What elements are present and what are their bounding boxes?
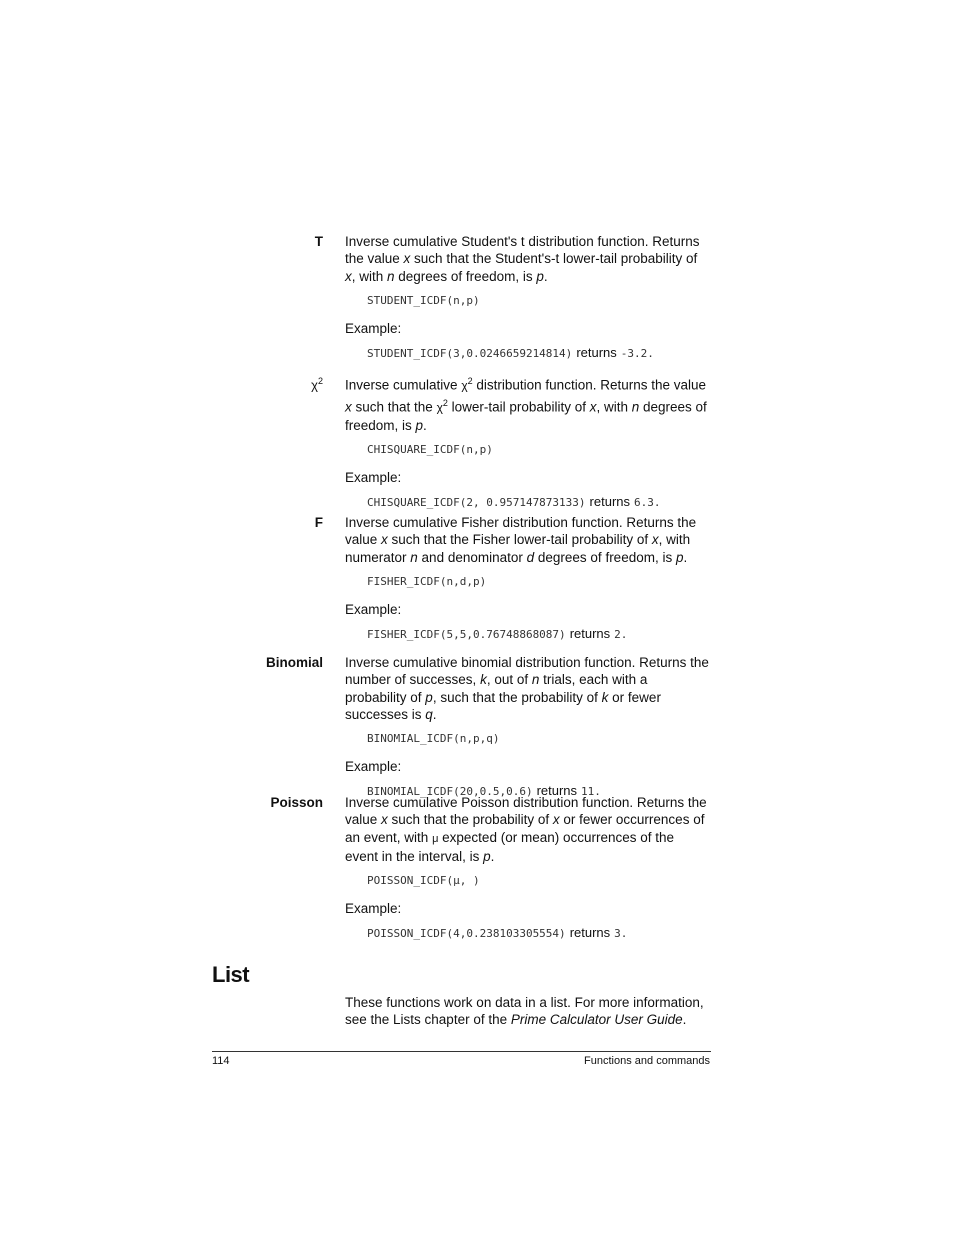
section-intro: These functions work on data in a list. For more information, see the Lists chapter of the Prime Calculator User Guide. xyxy=(345,995,704,1028)
example-line: BINOMIAL_ICDF(20,0.5,0.6) returns 11. xyxy=(367,783,601,799)
term-label: T xyxy=(314,234,323,249)
example-label: Example: xyxy=(345,759,402,775)
entry-description: Inverse cumulative binomial distribution function. Returns the number of successes, k, out of n trials, each with a probability of p, such that the probability of k or fewer successes is q. xyxy=(345,655,709,722)
footer-rule xyxy=(212,1051,711,1052)
chapter-title: Functions and commands xyxy=(584,1055,710,1067)
term-label: $\chi^2$ xyxy=(311,376,323,393)
example-label: Example: xyxy=(345,469,402,485)
entry-binomial-icdf xyxy=(200,654,720,799)
section-heading: List xyxy=(212,962,250,987)
example-label: Example: xyxy=(345,901,402,917)
entry-poisson-icdf xyxy=(200,794,720,941)
entry-description: Inverse cumulative Fisher distribution function. Returns the value x such that the Fisher lower-tail probability of x, with numerator n and denominator d degrees of freedom, is p. xyxy=(345,515,697,565)
entry-chisquare-icdf xyxy=(200,373,720,510)
syntax-line: POISSON_ICDF(μ, ) xyxy=(367,874,480,888)
entry-fisher-icdf xyxy=(200,514,720,642)
page-number: 114 xyxy=(212,1055,230,1067)
example-line: POISSON_ICDF(4,0.238103305554) returns 3. xyxy=(367,925,628,941)
syntax-line: BINOMIAL_ICDF(n,p,q) xyxy=(367,732,500,746)
syntax-line: FISHER_ICDF(n,d,p) xyxy=(367,574,487,588)
term-label: Poisson xyxy=(270,795,323,810)
entry-student-icdf xyxy=(200,233,720,361)
example-label: Example: xyxy=(345,320,402,336)
entry-description: Inverse cumulative $\chi^2$ distribution function. Returns the value x such that the $\chi^2$ lower-tail probability of x, with n degrees of freedom, is p. xyxy=(345,376,707,433)
syntax-line: STUDENT_ICDF(n,p) xyxy=(367,293,480,307)
syntax-line: CHISQUARE_ICDF(n,p) xyxy=(367,442,493,456)
example-line: STUDENT_ICDF(3,0.0246659214814) returns -3.2. xyxy=(367,344,654,360)
entry-description: Inverse cumulative Poisson distribution function. Returns the value x such that the probability of x or fewer occurrences of an event, with μ expected (or mean) occurrences of the event in the interval, is p. xyxy=(345,795,707,864)
example-line: FISHER_ICDF(5,5,0.76748868087) returns 2. xyxy=(367,625,628,641)
example-label: Example: xyxy=(345,601,402,617)
entry-description: Inverse cumulative Student's t distribution function. Returns the value x such that the Student's-t lower-tail probability of x, with n degrees of freedom, is p. xyxy=(345,234,700,284)
term-label: Binomial xyxy=(265,655,323,670)
example-line: CHISQUARE_ICDF(2, 0.957147873133) returns 6.3. xyxy=(367,493,661,509)
term-label: F xyxy=(314,515,323,530)
